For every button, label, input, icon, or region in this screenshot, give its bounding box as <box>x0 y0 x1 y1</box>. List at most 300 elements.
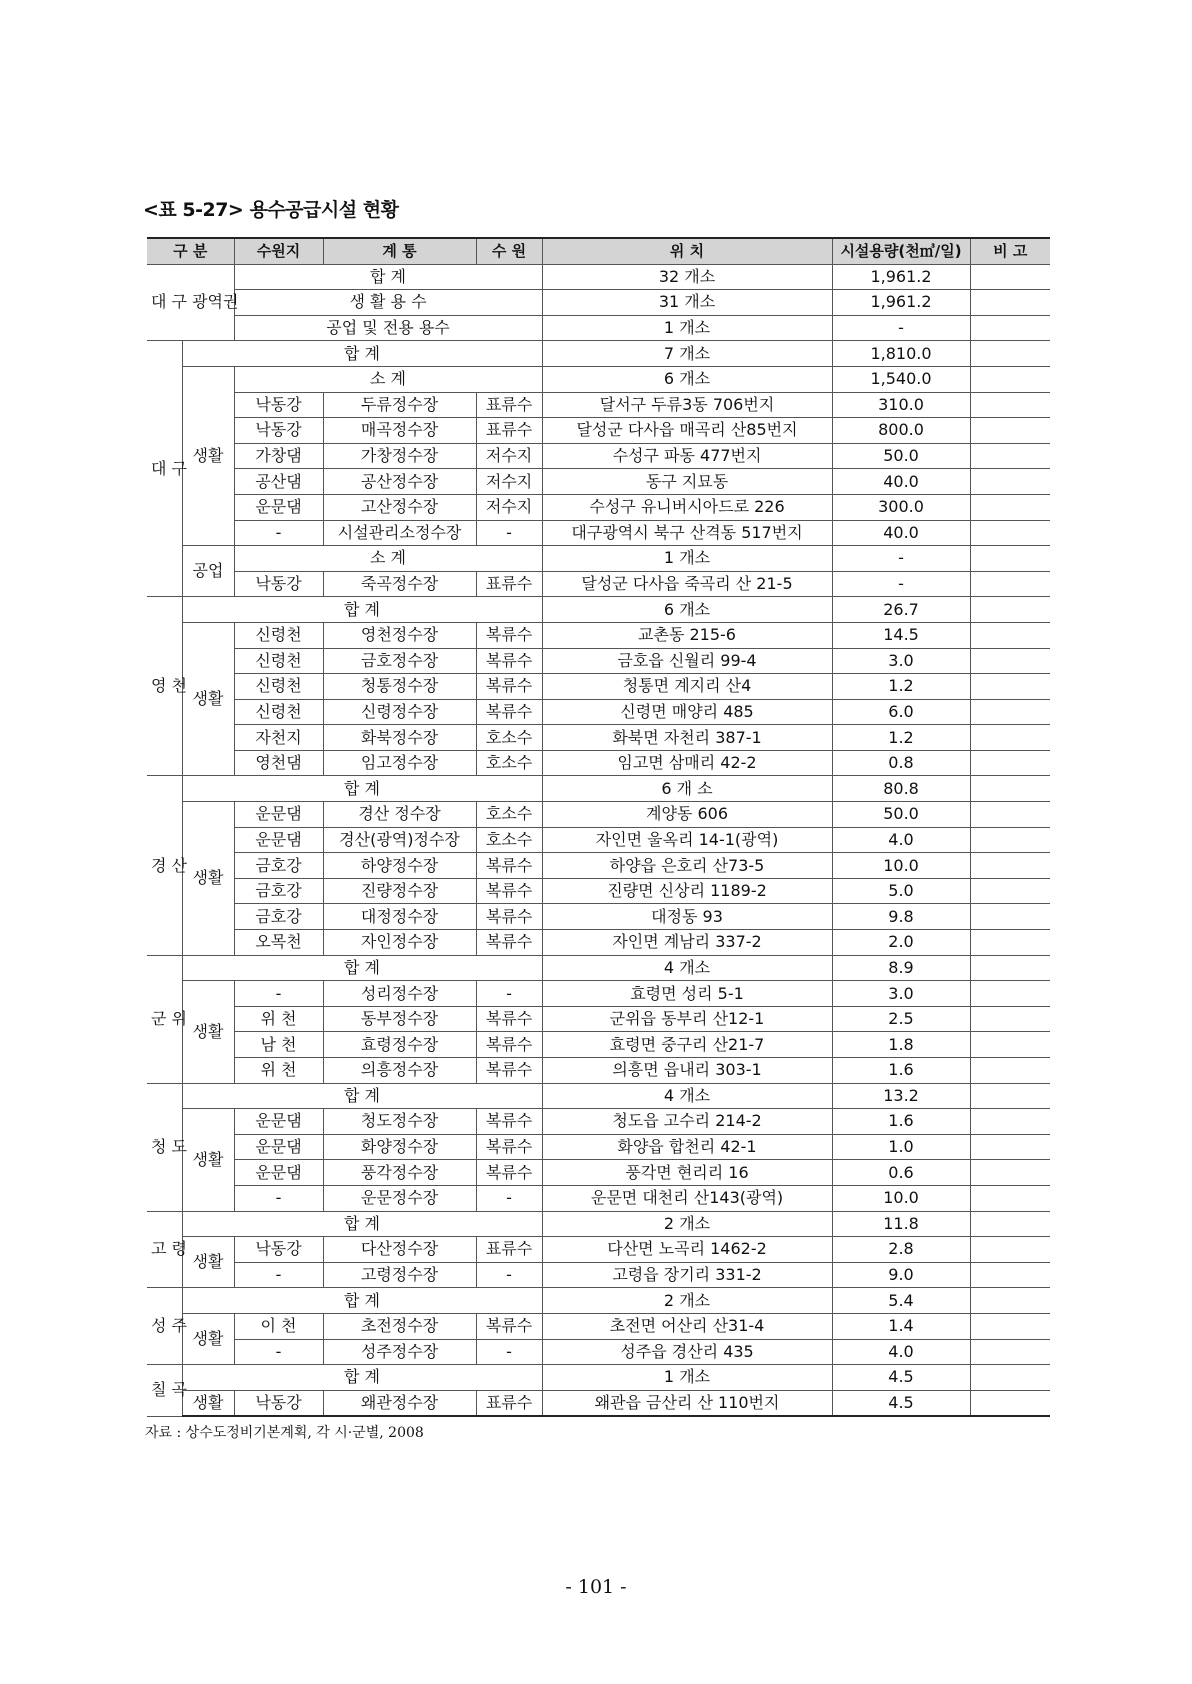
capacity-cell: 9.8 <box>832 904 970 930</box>
table-row <box>147 571 1050 597</box>
capacity-cell: 2.0 <box>832 930 970 956</box>
remarks-cell <box>970 1339 1050 1365</box>
category-label: 공업 <box>182 546 234 597</box>
type-cell: 호소수 <box>476 725 542 751</box>
plant-cell: 초전정수장 <box>323 1313 476 1339</box>
plant-cell: 신령정수장 <box>323 699 476 725</box>
capacity-cell: 50.0 <box>832 802 970 828</box>
remarks-cell <box>970 648 1050 674</box>
remarks-cell <box>970 597 1050 623</box>
header-source: 수원지 <box>234 238 323 264</box>
plant-cell: 시설관리소정수장 <box>323 520 476 546</box>
source-cell: 남 천 <box>234 1032 323 1058</box>
table-row <box>147 520 1050 546</box>
plant-cell: 동부정수장 <box>323 1006 476 1032</box>
remarks-cell <box>970 1313 1050 1339</box>
row-label: 공업 및 전용 용수 <box>234 315 542 341</box>
source-cell: 운문댐 <box>234 827 323 853</box>
capacity-cell: 6.0 <box>832 699 970 725</box>
remarks-cell <box>970 878 1050 904</box>
type-cell: - <box>476 1339 542 1365</box>
type-cell: 표류수 <box>476 392 542 418</box>
source-cell: - <box>234 1339 323 1365</box>
plant-cell: 효령정수장 <box>323 1032 476 1058</box>
capacity-cell: 50.0 <box>832 443 970 469</box>
capacity-cell: 13.2 <box>832 1083 970 1109</box>
capacity-cell: - <box>832 571 970 597</box>
source-cell: 운문댐 <box>234 1160 323 1186</box>
row-label: 합 계 <box>182 1211 542 1237</box>
remarks-cell <box>970 315 1050 341</box>
source-cell: - <box>234 1262 323 1288</box>
source-cell: 운문댐 <box>234 802 323 828</box>
plant-cell: 공산정수장 <box>323 469 476 495</box>
plant-cell: 대정정수장 <box>323 904 476 930</box>
remarks-cell <box>970 1237 1050 1263</box>
location-cell: 달성군 다사읍 매곡리 산85번지 <box>542 418 832 444</box>
location-cell: 31 개소 <box>542 290 832 316</box>
plant-cell: 풍각정수장 <box>323 1160 476 1186</box>
type-cell: 표류수 <box>476 418 542 444</box>
location-cell: 화양읍 합천리 42-1 <box>542 1134 832 1160</box>
location-cell: 6 개 소 <box>542 776 832 802</box>
type-cell: - <box>476 1185 542 1211</box>
location-cell: 수성구 파동 477번지 <box>542 443 832 469</box>
row-label: 소 계 <box>234 546 542 572</box>
capacity-cell: 5.4 <box>832 1288 970 1314</box>
capacity-cell: 4.0 <box>832 827 970 853</box>
remarks-cell <box>970 290 1050 316</box>
remarks-cell <box>970 853 1050 879</box>
table-row <box>147 802 1050 828</box>
region-label: 성 주 <box>147 1288 182 1365</box>
category-label: 생활 <box>182 802 234 956</box>
plant-cell: 운문정수장 <box>323 1185 476 1211</box>
capacity-cell: 40.0 <box>832 469 970 495</box>
table-row <box>147 366 1050 392</box>
capacity-cell: 4.5 <box>832 1390 970 1416</box>
row-label: 합 계 <box>182 1365 542 1391</box>
remarks-cell <box>970 443 1050 469</box>
remarks-cell <box>970 494 1050 520</box>
table-row <box>147 776 1050 802</box>
source-cell: 낙동강 <box>234 392 323 418</box>
plant-cell: 성리정수장 <box>323 981 476 1007</box>
capacity-cell: 11.8 <box>832 1211 970 1237</box>
source-note: 자료 : 상수도정비기본계획, 각 시·군별, 2008 <box>145 1425 424 1441</box>
remarks-cell <box>970 1160 1050 1186</box>
location-cell: 수성구 유니버시아드로 226 <box>542 494 832 520</box>
capacity-cell: 1,961.2 <box>832 290 970 316</box>
table-row <box>147 597 1050 623</box>
location-cell: 1 개소 <box>542 1365 832 1391</box>
row-label: 합 계 <box>182 341 542 367</box>
remarks-cell <box>970 264 1050 290</box>
table-row <box>147 904 1050 930</box>
plant-cell: 매곡정수장 <box>323 418 476 444</box>
capacity-cell: 3.0 <box>832 648 970 674</box>
table-row <box>147 1185 1050 1211</box>
plant-cell: 왜관정수장 <box>323 1390 476 1416</box>
location-cell: 청도읍 고수리 214-2 <box>542 1109 832 1135</box>
remarks-cell <box>970 1288 1050 1314</box>
table-row <box>147 392 1050 418</box>
capacity-cell: 310.0 <box>832 392 970 418</box>
type-cell: 저수지 <box>476 494 542 520</box>
plant-cell: 금호정수장 <box>323 648 476 674</box>
remarks-cell <box>970 802 1050 828</box>
source-cell: 영천댐 <box>234 750 323 776</box>
capacity-cell: 1,961.2 <box>832 264 970 290</box>
plant-cell: 화북정수장 <box>323 725 476 751</box>
plant-cell: 가창정수장 <box>323 443 476 469</box>
capacity-cell: 8.9 <box>832 955 970 981</box>
category-label: 생활 <box>182 1313 234 1364</box>
remarks-cell <box>970 1006 1050 1032</box>
location-cell: 다산면 노곡리 1462-2 <box>542 1237 832 1263</box>
remarks-cell <box>970 1365 1050 1391</box>
location-cell: 초전면 어산리 산31-4 <box>542 1313 832 1339</box>
type-cell: 복류수 <box>476 1313 542 1339</box>
source-cell: 낙동강 <box>234 418 323 444</box>
table-row <box>147 418 1050 444</box>
remarks-cell <box>970 1390 1050 1416</box>
source-cell: 위 천 <box>234 1058 323 1084</box>
table-row <box>147 1058 1050 1084</box>
table-row <box>147 1237 1050 1263</box>
source-cell: 운문댐 <box>234 494 323 520</box>
capacity-cell: 1.0 <box>832 1134 970 1160</box>
location-cell: 자인면 계남리 337-2 <box>542 930 832 956</box>
remarks-cell <box>970 1211 1050 1237</box>
table-row <box>147 1083 1050 1109</box>
source-cell: 운문댐 <box>234 1109 323 1135</box>
header-row <box>147 238 1050 264</box>
remarks-cell <box>970 776 1050 802</box>
source-cell: 가창댐 <box>234 443 323 469</box>
source-cell: 금호강 <box>234 878 323 904</box>
table-row <box>147 264 1050 290</box>
table-row <box>147 1134 1050 1160</box>
table-row <box>147 494 1050 520</box>
location-cell: 자인면 울옥리 14-1(광역) <box>542 827 832 853</box>
table-row <box>147 1339 1050 1365</box>
capacity-cell: 40.0 <box>832 520 970 546</box>
type-cell: 호소수 <box>476 827 542 853</box>
row-label: 생 활 용 수 <box>234 290 542 316</box>
remarks-cell <box>970 469 1050 495</box>
plant-cell: 영천정수장 <box>323 622 476 648</box>
source-cell: - <box>234 981 323 1007</box>
location-cell: 효령면 중구리 산21-7 <box>542 1032 832 1058</box>
row-label: 합 계 <box>182 955 542 981</box>
location-cell: 청통면 계지리 산4 <box>542 674 832 700</box>
capacity-cell: 26.7 <box>832 597 970 623</box>
table-row <box>147 930 1050 956</box>
remarks-cell <box>970 1134 1050 1160</box>
plant-cell: 성주정수장 <box>323 1339 476 1365</box>
remarks-cell <box>970 546 1050 572</box>
type-cell: 복류수 <box>476 1160 542 1186</box>
table-row <box>147 674 1050 700</box>
type-cell: 복류수 <box>476 622 542 648</box>
page-number: - 101 - <box>565 1576 627 1598</box>
location-cell: 대구광역시 북구 산격동 517번지 <box>542 520 832 546</box>
table-row <box>147 1211 1050 1237</box>
source-cell: 공산댐 <box>234 469 323 495</box>
capacity-cell: 1.4 <box>832 1313 970 1339</box>
region-label: 대 구 광역권 <box>147 264 234 341</box>
category-label: 생활 <box>182 1109 234 1211</box>
capacity-cell: 2.8 <box>832 1237 970 1263</box>
remarks-cell <box>970 750 1050 776</box>
type-cell: 복류수 <box>476 1006 542 1032</box>
region-label: 군 위 <box>147 955 182 1083</box>
region-label: 고 령 <box>147 1211 182 1288</box>
source-cell: 운문댐 <box>234 1134 323 1160</box>
remarks-cell <box>970 955 1050 981</box>
row-label: 합 계 <box>182 776 542 802</box>
location-cell: 달서구 두류3동 706번지 <box>542 392 832 418</box>
type-cell: 복류수 <box>476 930 542 956</box>
table-row <box>147 648 1050 674</box>
remarks-cell <box>970 725 1050 751</box>
water-supply-table <box>147 237 1050 1417</box>
type-cell: 복류수 <box>476 878 542 904</box>
plant-cell: 두류정수장 <box>323 392 476 418</box>
source-cell: 금호강 <box>234 904 323 930</box>
table-row <box>147 1109 1050 1135</box>
source-cell: 오목천 <box>234 930 323 956</box>
remarks-cell <box>970 418 1050 444</box>
remarks-cell <box>970 674 1050 700</box>
plant-cell: 하양정수장 <box>323 853 476 879</box>
category-label: 생활 <box>182 366 234 545</box>
location-cell: 성주읍 경산리 435 <box>542 1339 832 1365</box>
location-cell: 하양읍 은호리 산73-5 <box>542 853 832 879</box>
capacity-cell: 4.0 <box>832 1339 970 1365</box>
remarks-cell <box>970 366 1050 392</box>
location-cell: 대정동 93 <box>542 904 832 930</box>
location-cell: 왜관읍 금산리 산 110번지 <box>542 1390 832 1416</box>
capacity-cell: 9.0 <box>832 1262 970 1288</box>
capacity-cell: 5.0 <box>832 878 970 904</box>
header-location: 위 치 <box>542 238 832 264</box>
location-cell: 1 개소 <box>542 315 832 341</box>
header-capacity: 시설용량(천㎥/일) <box>832 238 970 264</box>
region-label: 영 천 <box>147 597 182 776</box>
table-row <box>147 622 1050 648</box>
source-cell: 낙동강 <box>234 571 323 597</box>
location-cell: 계양동 606 <box>542 802 832 828</box>
capacity-cell: 2.5 <box>832 1006 970 1032</box>
location-cell: 군위읍 동부리 산12-1 <box>542 1006 832 1032</box>
source-cell: - <box>234 1185 323 1211</box>
table-row <box>147 699 1050 725</box>
capacity-cell: 4.5 <box>832 1365 970 1391</box>
table-row <box>147 469 1050 495</box>
location-cell: 달성군 다사읍 죽곡리 산 21-5 <box>542 571 832 597</box>
capacity-cell: 1.8 <box>832 1032 970 1058</box>
table-row <box>147 853 1050 879</box>
source-cell: 신령천 <box>234 699 323 725</box>
plant-cell: 다산정수장 <box>323 1237 476 1263</box>
location-cell: 풍각면 현리리 16 <box>542 1160 832 1186</box>
remarks-cell <box>970 930 1050 956</box>
type-cell: 표류수 <box>476 1237 542 1263</box>
table-row <box>147 750 1050 776</box>
location-cell: 32 개소 <box>542 264 832 290</box>
table-row <box>147 878 1050 904</box>
remarks-cell <box>970 571 1050 597</box>
header-system: 계 통 <box>323 238 476 264</box>
type-cell: 복류수 <box>476 904 542 930</box>
remarks-cell <box>970 981 1050 1007</box>
plant-cell: 경산 정수장 <box>323 802 476 828</box>
header-category: 구 분 <box>147 238 234 264</box>
table-row <box>147 1365 1050 1391</box>
table-title: <표 5-27> 용수공급시설 현황 <box>143 199 399 221</box>
category-label: 생활 <box>182 1390 234 1416</box>
plant-cell: 진량정수장 <box>323 878 476 904</box>
location-cell: 의흥면 읍내리 303-1 <box>542 1058 832 1084</box>
plant-cell: 자인정수장 <box>323 930 476 956</box>
capacity-cell: - <box>832 546 970 572</box>
type-cell: 복류수 <box>476 674 542 700</box>
capacity-cell: 800.0 <box>832 418 970 444</box>
category-label: 생활 <box>182 622 234 776</box>
type-cell: 복류수 <box>476 699 542 725</box>
remarks-cell <box>970 1262 1050 1288</box>
remarks-cell <box>970 392 1050 418</box>
plant-cell: 경산(광역)정수장 <box>323 827 476 853</box>
plant-cell: 의흥정수장 <box>323 1058 476 1084</box>
remarks-cell <box>970 520 1050 546</box>
type-cell: - <box>476 981 542 1007</box>
row-label: 소 계 <box>234 366 542 392</box>
type-cell: 저수지 <box>476 443 542 469</box>
plant-cell: 죽곡정수장 <box>323 571 476 597</box>
source-cell: 낙동강 <box>234 1237 323 1263</box>
region-label: 대 구 <box>147 341 182 597</box>
table-row <box>147 546 1050 572</box>
type-cell: 호소수 <box>476 750 542 776</box>
type-cell: 복류수 <box>476 1109 542 1135</box>
plant-cell: 청통정수장 <box>323 674 476 700</box>
source-cell: 금호강 <box>234 853 323 879</box>
capacity-cell: 10.0 <box>832 1185 970 1211</box>
location-cell: 교촌동 215-6 <box>542 622 832 648</box>
table-row <box>147 1390 1050 1416</box>
capacity-cell: 1.2 <box>832 674 970 700</box>
table-row <box>147 1288 1050 1314</box>
region-label: 칠 곡 <box>147 1365 182 1417</box>
type-cell: 복류수 <box>476 1134 542 1160</box>
table-row <box>147 290 1050 316</box>
type-cell: 저수지 <box>476 469 542 495</box>
region-label: 경 산 <box>147 776 182 955</box>
location-cell: 2 개소 <box>542 1288 832 1314</box>
type-cell: - <box>476 1262 542 1288</box>
table-row <box>147 315 1050 341</box>
location-cell: 4 개소 <box>542 1083 832 1109</box>
plant-cell: 청도정수장 <box>323 1109 476 1135</box>
plant-cell: 화양정수장 <box>323 1134 476 1160</box>
row-label: 합 계 <box>182 1083 542 1109</box>
location-cell: 4 개소 <box>542 955 832 981</box>
table-row <box>147 1313 1050 1339</box>
type-cell: 복류수 <box>476 1058 542 1084</box>
source-cell: 이 천 <box>234 1313 323 1339</box>
remarks-cell <box>970 904 1050 930</box>
remarks-cell <box>970 1185 1050 1211</box>
type-cell: 표류수 <box>476 1390 542 1416</box>
plant-cell: 고산정수장 <box>323 494 476 520</box>
table-row <box>147 955 1050 981</box>
capacity-cell: 0.8 <box>832 750 970 776</box>
source-cell: - <box>234 520 323 546</box>
table-row <box>147 1262 1050 1288</box>
capacity-cell: 300.0 <box>832 494 970 520</box>
location-cell: 운문면 대천리 산143(광역) <box>542 1185 832 1211</box>
region-label: 청 도 <box>147 1083 182 1211</box>
plant-cell: 임고정수장 <box>323 750 476 776</box>
capacity-cell: 1.2 <box>832 725 970 751</box>
source-cell: 위 천 <box>234 1006 323 1032</box>
header-water-type: 수 원 <box>476 238 542 264</box>
type-cell: 호소수 <box>476 802 542 828</box>
table-row <box>147 341 1050 367</box>
location-cell: 1 개소 <box>542 546 832 572</box>
capacity-cell: 0.6 <box>832 1160 970 1186</box>
row-label: 합 계 <box>234 264 542 290</box>
row-label: 합 계 <box>182 1288 542 1314</box>
remarks-cell <box>970 1083 1050 1109</box>
capacity-cell: - <box>832 315 970 341</box>
remarks-cell <box>970 827 1050 853</box>
location-cell: 2 개소 <box>542 1211 832 1237</box>
location-cell: 화북면 자천리 387-1 <box>542 725 832 751</box>
header-remarks: 비 고 <box>970 238 1050 264</box>
table-row <box>147 443 1050 469</box>
capacity-cell: 1,540.0 <box>832 366 970 392</box>
source-cell: 낙동강 <box>234 1390 323 1416</box>
table-row <box>147 1032 1050 1058</box>
plant-cell: 고령정수장 <box>323 1262 476 1288</box>
capacity-cell: 10.0 <box>832 853 970 879</box>
table-row <box>147 1006 1050 1032</box>
remarks-cell <box>970 1058 1050 1084</box>
location-cell: 동구 지묘동 <box>542 469 832 495</box>
location-cell: 6 개소 <box>542 366 832 392</box>
table-row <box>147 1160 1050 1186</box>
remarks-cell <box>970 341 1050 367</box>
capacity-cell: 1.6 <box>832 1109 970 1135</box>
source-cell: 신령천 <box>234 648 323 674</box>
type-cell: - <box>476 520 542 546</box>
location-cell: 신령면 매양리 485 <box>542 699 832 725</box>
remarks-cell <box>970 1032 1050 1058</box>
capacity-cell: 80.8 <box>832 776 970 802</box>
source-cell: 신령천 <box>234 622 323 648</box>
type-cell: 복류수 <box>476 648 542 674</box>
row-label: 합 계 <box>182 597 542 623</box>
location-cell: 진량면 신상리 1189-2 <box>542 878 832 904</box>
type-cell: 표류수 <box>476 571 542 597</box>
location-cell: 임고면 삼매리 42-2 <box>542 750 832 776</box>
location-cell: 7 개소 <box>542 341 832 367</box>
remarks-cell <box>970 699 1050 725</box>
